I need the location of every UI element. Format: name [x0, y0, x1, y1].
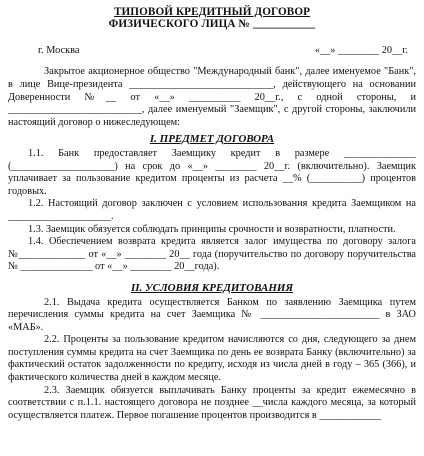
city: г. Москва	[38, 44, 80, 56]
clause-1-3: 1.3. Заемщик обязуется соблюдать принципы срочности и возвратности, платности.	[28, 223, 396, 235]
clause-1-1: 1.1. Банк предоставляет Заемщику кредит в размере ______________ (____________________) на срок до «__» ________ 20__г. (включительно). Заемщик уплачивает за пользование кредитом проценты из расчета __% (__________) процентов годовых.	[8, 147, 416, 197]
clause-2-2: 2.2. Проценты за пользование кредитом начисляются со дня, следующего за днем поступления суммы кредита на счет Заемщика по день ее возврата Банку (включительно) за фактический остаток задолженности по кредиту, исходя из числа дней в году – 365 (366), и фактического количества дней в каждом месяце.	[8, 334, 416, 384]
date-field: «__» ________ 20__г.	[314, 44, 408, 56]
clause-2-1: 2.1. Выдача кредита осуществляется Банком по заявлению Заемщика путем перечисления суммы кредита на счет Заемщика № _______________________ в ЗАО «МАБ».	[8, 296, 416, 333]
document-title: ТИПОВОЙ КРЕДИТНЫЙ ДОГОВОР	[113, 6, 311, 18]
section-1-heading: I. ПРЕДМЕТ ДОГОВОРА	[149, 133, 275, 146]
place-date-row	[8, 45, 416, 58]
clause-1-4: 1.4. Обеспечением возврата кредита является залог имущества по договору залога №_____________ от «__» ________ 20__ года (поручительство по договору поручительства № ______________ от «__» ________ 20__года).	[8, 236, 416, 273]
document-subtitle: ФИЗИЧЕСКОГО ЛИЦА № ___________	[108, 18, 316, 31]
preamble: Закрытое акционерное общество "Международный банк", далее именуемое "Банк", в лице Вице-президента ____________________________, действующего на основании Доверенности №__ от «__» __________ 20__г., с одной стороны, и __________________________, далее именуемый "Заемщик", с другой стороны, заключили настоящий договор о нижеследующем:	[8, 66, 416, 128]
section-2-heading: II. УСЛОВИЯ КРЕДИТОВАНИЯ	[130, 281, 294, 294]
clause-1-2: 1.2. Настоящий договор заключен с условием использования кредита Заемщиком на ____________________.	[8, 198, 416, 222]
clause-2-3: 2.3. Заемщик обязуется выплачивать Банку проценты за кредит ежемесячно в соответствии с п.1.1. настоящего договора не позднее __числа каждого месяца, за который осуществляется платеж. Первое погашение процентов производится в ____________	[8, 384, 416, 421]
